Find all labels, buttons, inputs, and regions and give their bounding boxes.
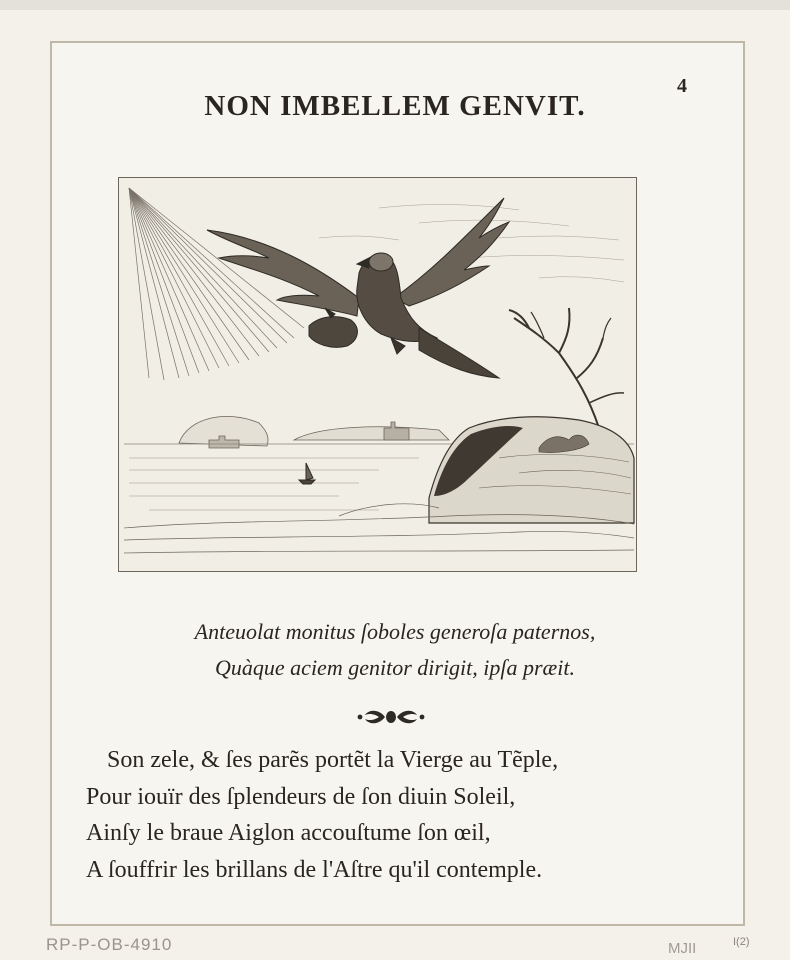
emblem-motto: NON IMBELLEM GENVIT. [204, 90, 586, 122]
mount-edge [0, 0, 790, 10]
pencil-note: MJII [668, 940, 697, 957]
emblem-engraving [118, 177, 637, 572]
latin-verse-line-2: Quàque aciem genitor dirigit, ipſa præit. [215, 655, 575, 680]
state-note: I(2) [733, 936, 750, 948]
eagle-icon [207, 198, 509, 378]
french-verse-line-2: Pour iouïr des ſplendeurs de ſon diuin Soleil, [86, 784, 516, 810]
eagle-landscape-illustration [119, 178, 635, 570]
fleuron-icon [355, 705, 427, 729]
french-verse-line-4: A ſouffrir les brillans de l'Aſtre qu'il contemple. [86, 857, 543, 883]
latin-verse-line-1: Anteuolat monitus ſoboles generoſa paternos, [194, 619, 596, 644]
french-verse-line-3: Ainſy le braue Aiglon accouſtume ſon œil, [86, 820, 491, 846]
sailboat-icon [299, 463, 315, 484]
rocky-hill [429, 417, 634, 523]
bare-tree [509, 308, 624, 428]
catalog-inscription: RP-P-OB-4910 [46, 935, 173, 954]
french-verse-line-1: Son zele, & ſes parẽs portẽt la Vierge au Tẽple, [107, 747, 559, 773]
sun-rays [129, 188, 304, 380]
plate-number: 4 [677, 75, 687, 97]
